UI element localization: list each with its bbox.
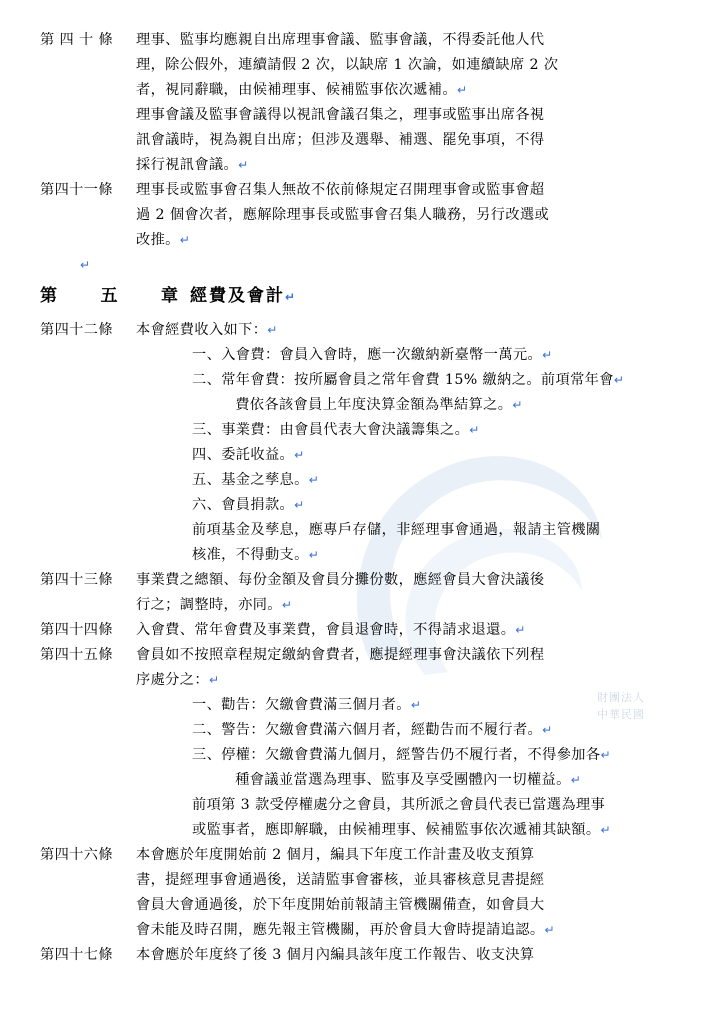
pilcrow-icon: ↵ bbox=[469, 423, 480, 437]
pilcrow-icon: ↵ bbox=[308, 473, 320, 487]
clause-45-item-2 bbox=[136, 718, 665, 743]
item-marker: 一、 bbox=[192, 697, 222, 713]
clause-47-number: 第四十七條 bbox=[40, 947, 113, 963]
clause-40-p2-line-1: 理事會議及監事會議得以視訊會議召集之，理事或監事出席各視 bbox=[136, 107, 545, 123]
clause-41-body bbox=[136, 178, 665, 253]
clause-45-number: 第四十五條 bbox=[40, 647, 113, 663]
clause-46-line-2: 書，提經理事會通過後，送請監事會審核，並具審核意見書提經 bbox=[136, 872, 545, 888]
item-text: 會員捐款。↵ bbox=[221, 497, 305, 513]
pilcrow-icon: ↵ bbox=[544, 923, 555, 937]
clause-43-line-2: 行之；調整時，亦同。↵ bbox=[136, 597, 293, 613]
clause-47 bbox=[40, 943, 665, 968]
blank-line bbox=[40, 253, 665, 278]
item-text: 事業費：由會員代表大會決議籌集之。↵ bbox=[221, 422, 480, 438]
clause-41-line-3: 改推。↵ bbox=[136, 232, 191, 248]
pilcrow-icon: ↵ bbox=[410, 698, 422, 712]
pilcrow-icon: ↵ bbox=[294, 448, 305, 462]
clause-45 bbox=[40, 643, 665, 843]
chapter-char-2: 五 bbox=[100, 286, 120, 306]
item-marker: 二、 bbox=[192, 372, 222, 388]
chapter-char-3: 章 bbox=[161, 286, 180, 306]
chapter-label bbox=[40, 284, 190, 309]
clause-42-item-1 bbox=[136, 343, 665, 368]
clause-42 bbox=[40, 318, 665, 568]
clause-42-item-3 bbox=[136, 418, 665, 443]
item-marker: 五、 bbox=[192, 472, 222, 488]
pilcrow-icon: ↵ bbox=[542, 348, 553, 362]
clause-44-body bbox=[136, 618, 665, 643]
clause-43-number: 第四十三條 bbox=[40, 572, 113, 588]
clause-40-p2-line-3: 採行視訊會議。↵ bbox=[136, 157, 249, 173]
item-text: 委託收益。↵ bbox=[221, 447, 305, 463]
pilcrow-icon: ↵ bbox=[179, 233, 191, 247]
clause-45-tail-1: 前項第 3 款受停權處分之會員，其所派之會員代表已當選為理事 bbox=[192, 797, 606, 813]
clause-40-line-3: 者，視同辭職，由候補理事、候補監事依次遞補。↵ bbox=[136, 82, 468, 98]
clause-46-body bbox=[136, 843, 665, 943]
pilcrow-icon: ↵ bbox=[281, 598, 293, 612]
pilcrow-icon: ↵ bbox=[542, 723, 553, 737]
clause-42-tail-2: 核准，不得動支。↵ bbox=[192, 547, 320, 563]
clause-45-body bbox=[136, 643, 665, 843]
item-marker: 六、 bbox=[192, 497, 222, 513]
clause-47-line-1: 本會應於年度終了後 3 個月內編具該年度工作報告、收支決算 bbox=[136, 947, 535, 963]
clause-42-tail-1: 前項基金及孳息，應專戶存儲，非經理事會通過，報請主管機關 bbox=[192, 522, 601, 538]
pilcrow-icon: ↵ bbox=[267, 323, 278, 337]
clause-45-item-1 bbox=[136, 693, 665, 718]
item-text: 停權：欠繳會費滿九個月，經警告仍不履行者，不得參加各↵ 種會議並當選為理事、監事及享受團體內一切權益。↵ bbox=[221, 743, 665, 793]
item-marker: 一、 bbox=[192, 347, 222, 363]
item-text-cont: 費依各該會員上年度決算金額為準結算之。↵ bbox=[235, 397, 523, 413]
clause-44 bbox=[40, 618, 665, 643]
clause-42-item-6 bbox=[136, 493, 665, 518]
item-marker: 三、 bbox=[192, 747, 222, 763]
clause-40-line-1: 理事、監事均應親自出席理事會議、監事會議，不得委託他人代 bbox=[136, 32, 545, 48]
chapter-char-1: 第 bbox=[40, 286, 59, 306]
pilcrow-icon: ↵ bbox=[600, 748, 611, 762]
clause-46-line-4: 會未能及時召開，應先報主管機關，再於會員大會時提請追認。↵ bbox=[136, 922, 555, 938]
chapter-heading bbox=[40, 284, 665, 310]
clause-41-line-2: 過 2 個會次者，應解除理事長或監事會召集人職務，另行改選或 bbox=[136, 207, 550, 223]
clause-47-body bbox=[136, 943, 665, 968]
clause-43-body bbox=[136, 568, 665, 618]
pilcrow-icon: ↵ bbox=[238, 158, 249, 172]
item-text: 警告：欠繳會費滿六個月者，經勸告而不履行者。↵ bbox=[221, 722, 553, 738]
pilcrow-icon: ↵ bbox=[208, 673, 220, 687]
clause-43-line-1: 事業費之總額、每份金額及會員分攤份數，應經會員大會決議後 bbox=[136, 572, 545, 588]
clause-42-item-5 bbox=[136, 468, 665, 493]
pilcrow-icon: ↵ bbox=[456, 83, 468, 97]
pilcrow-icon: ↵ bbox=[600, 823, 611, 837]
clause-46-line-3: 會員大會通過後，於下年度開始前報請主管機關備查，如會員大 bbox=[136, 897, 545, 913]
pilcrow-icon: ↵ bbox=[294, 498, 305, 512]
clause-41-number: 第四十一條 bbox=[40, 182, 113, 198]
clause-42-intro: 本會經費收入如下：↵ bbox=[136, 322, 278, 338]
clause-40-p2-line-2: 訊會議時，視為親自出席；但涉及選舉、補選、罷免事項，不得 bbox=[136, 132, 545, 148]
clause-40-line-2: 理，除公假外，連續請假 2 次，以缺席 1 次論，如連續缺席 2 次 bbox=[136, 57, 559, 73]
clause-41-line-1: 理事長或監事會召集人無故不依前條規定召開理事會或監事會超 bbox=[136, 182, 545, 198]
item-marker: 二、 bbox=[192, 722, 222, 738]
clause-45-item-3 bbox=[136, 743, 665, 793]
pilcrow-icon: ↵ bbox=[80, 258, 91, 272]
pilcrow-icon: ↵ bbox=[512, 398, 523, 412]
clause-42-number: 第四十二條 bbox=[40, 322, 113, 338]
clause-46 bbox=[40, 843, 665, 943]
item-text: 常年會費：按所屬會員之常年會費 15% 繳納之。前項常年會↵ 費依各該會員上年度決算金額為準結算之。↵ bbox=[221, 368, 665, 418]
pilcrow-icon: ↵ bbox=[285, 290, 298, 304]
item-marker: 三、 bbox=[192, 422, 222, 438]
clause-45-tail-2: 或監事者，應即解職，由候補理事、候補監事依次遞補其缺額。↵ bbox=[192, 822, 611, 838]
clause-44-line-1: 入會費、常年會費及事業費，會員退會時，不得請求退還。↵ bbox=[136, 622, 526, 638]
pilcrow-icon: ↵ bbox=[570, 773, 582, 787]
clause-40-number: 第 四 十 條 bbox=[40, 32, 114, 48]
watermark-text: 財團法人 中華民國 bbox=[597, 691, 645, 721]
clause-40 bbox=[40, 28, 665, 178]
clause-43 bbox=[40, 568, 665, 618]
clause-40-body bbox=[136, 28, 665, 178]
item-marker: 四、 bbox=[192, 447, 222, 463]
clause-45-line-2: 序處分之：↵ bbox=[136, 672, 220, 688]
item-text: 入會費：會員入會時，應一次繳納新臺幣一萬元。↵ bbox=[221, 347, 553, 363]
clause-46-number: 第四十六條 bbox=[40, 847, 113, 863]
clause-42-item-4 bbox=[136, 443, 665, 468]
clause-41 bbox=[40, 178, 665, 253]
clause-45-line-1: 會員如不按照章程規定繳納會費者，應提經理事會決議依下列程 bbox=[136, 647, 545, 663]
pilcrow-icon: ↵ bbox=[515, 623, 526, 637]
clause-42-body bbox=[136, 318, 665, 568]
item-text: 勸告：欠繳會費滿三個月者。↵ bbox=[221, 697, 422, 713]
item-text-cont: 種會議並當選為理事、監事及享受團體內一切權益。↵ bbox=[235, 772, 582, 788]
document-content bbox=[40, 28, 665, 968]
clause-44-number: 第四十四條 bbox=[40, 622, 113, 638]
pilcrow-icon: ↵ bbox=[308, 548, 320, 562]
clause-42-item-2 bbox=[136, 368, 665, 418]
pilcrow-icon: ↵ bbox=[613, 373, 625, 387]
chapter-title: 經費及會計↵ bbox=[190, 286, 298, 306]
item-text: 基金之孳息。↵ bbox=[221, 472, 320, 488]
clause-46-line-1: 本會應於年度開始前 2 個月，編具下年度工作計畫及收支預算 bbox=[136, 847, 535, 863]
